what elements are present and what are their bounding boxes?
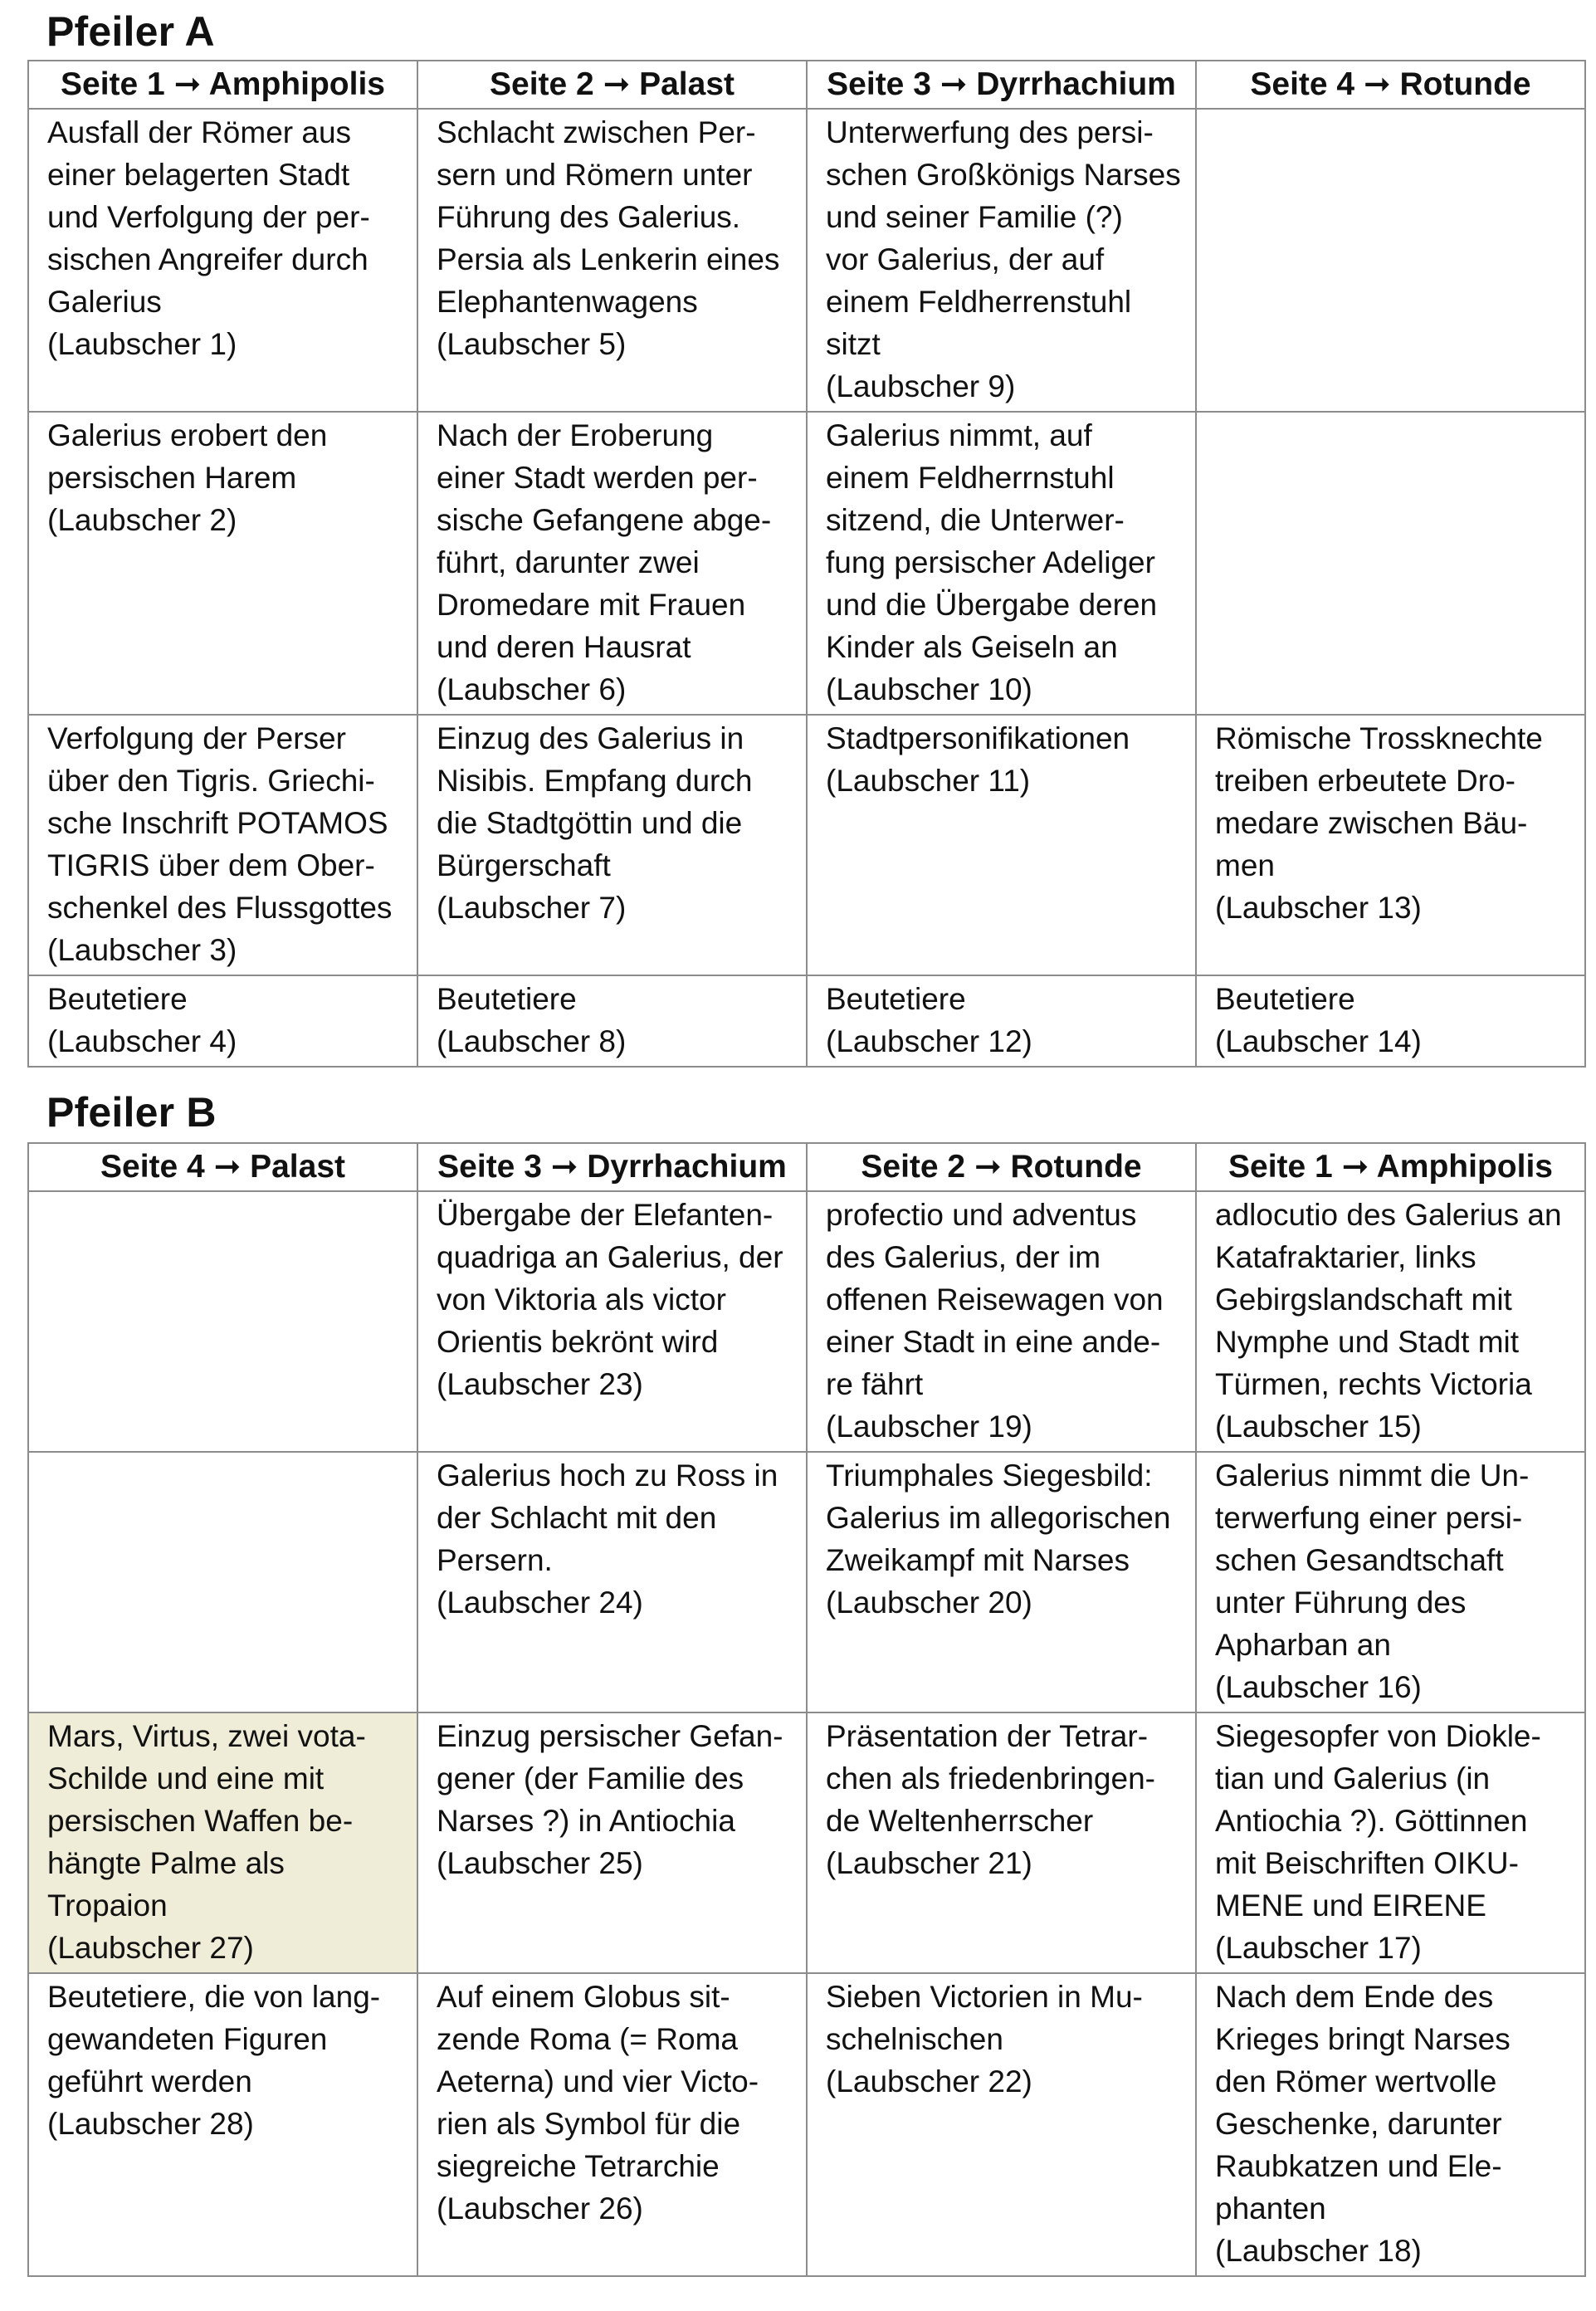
cell-line: terwerfung einer persi- bbox=[1215, 1501, 1523, 1535]
cell-line: sche Inschrift POTAMOS bbox=[47, 806, 388, 840]
cell-line: schenkel des Flussgottes bbox=[47, 891, 393, 925]
cell-line: Römische Trossknechte bbox=[1215, 721, 1543, 755]
cell-line: die Stadtgöttin und die bbox=[437, 806, 743, 840]
cell-line: TIGRIS über dem Ober- bbox=[47, 848, 375, 882]
table-cell bbox=[807, 1191, 1196, 1452]
cell-line: profectio und adventus bbox=[826, 1198, 1137, 1232]
cell-line: (Laubscher 19) bbox=[826, 1410, 1032, 1444]
cell-line: (Laubscher 1) bbox=[47, 327, 237, 361]
table-row bbox=[28, 1712, 1585, 1973]
cell-line: den Römer wertvolle bbox=[1215, 2064, 1497, 2098]
cell-line: (Laubscher 5) bbox=[437, 327, 627, 361]
cell-line: sitzt bbox=[826, 327, 881, 361]
table-cell bbox=[1196, 109, 1585, 412]
cell-line: fung persischer Adeliger bbox=[826, 545, 1155, 579]
cell-line: und die Übergabe deren bbox=[826, 588, 1158, 622]
cell-line: Nisibis. Empfang durch bbox=[437, 764, 753, 798]
cell-line: Nach der Eroberung bbox=[437, 418, 714, 452]
cell-line: (Laubscher 27) bbox=[47, 1931, 254, 1965]
table-cell bbox=[28, 109, 417, 412]
cell-line: (Laubscher 10) bbox=[826, 672, 1032, 706]
cell-line: offenen Reisewagen von bbox=[826, 1283, 1164, 1317]
cell-line: (Laubscher 28) bbox=[47, 2107, 254, 2141]
cell-line: mit Beischriften OIKU- bbox=[1215, 1846, 1519, 1880]
cell-line: sische Gefangene abge- bbox=[437, 503, 772, 537]
cell-line: Beutetiere, die von lang- bbox=[47, 1980, 381, 2014]
cell-line: (Laubscher 13) bbox=[1215, 891, 1422, 925]
cell-line: Unterwerfung des persi- bbox=[826, 115, 1154, 149]
cell-line: einem Feldherrenstuhl bbox=[826, 285, 1132, 319]
cell-line: (Laubscher 25) bbox=[437, 1846, 643, 1880]
cell-line: Persern. bbox=[437, 1543, 553, 1577]
cell-line: einer Stadt werden per- bbox=[437, 461, 758, 495]
cell-line: Galerius hoch zu Ross in bbox=[437, 1458, 778, 1493]
cell-line: Übergabe der Elefanten- bbox=[437, 1198, 774, 1232]
cell-line: Kinder als Geiseln an bbox=[826, 630, 1118, 664]
cell-line: von Viktoria als victor bbox=[437, 1283, 726, 1317]
column-header: Seite 3 ➞ Dyrrhachium bbox=[417, 1143, 807, 1191]
cell-line: hängte Palme als bbox=[47, 1846, 285, 1880]
cell-line: Verfolgung der Perser bbox=[47, 721, 346, 755]
table-row bbox=[28, 412, 1585, 715]
cell-line: einer Stadt in eine ande- bbox=[826, 1325, 1161, 1359]
cell-line: Auf einem Globus sit- bbox=[437, 1980, 730, 2014]
column-header: Seite 4 ➞ Palast bbox=[28, 1143, 417, 1191]
column-header: Seite 2 ➞ Palast bbox=[417, 61, 807, 109]
cell-line: schelnischen bbox=[826, 2022, 1003, 2056]
cell-line: Einzug persischer Gefan- bbox=[437, 1719, 783, 1753]
column-header: Seite 2 ➞ Rotunde bbox=[807, 1143, 1196, 1191]
cell-line: Galerius erobert den bbox=[47, 418, 328, 452]
table-cell bbox=[28, 975, 417, 1067]
cell-line: Narses ?) in Antiochia bbox=[437, 1804, 735, 1838]
table-cell bbox=[807, 715, 1196, 975]
cell-line: einer belagerten Stadt bbox=[47, 158, 350, 192]
table-cell bbox=[1196, 412, 1585, 715]
cell-line: gener (der Familie des bbox=[437, 1761, 744, 1796]
cell-line: über den Tigris. Griechi- bbox=[47, 764, 375, 798]
cell-line: phanten bbox=[1215, 2191, 1326, 2225]
table-cell bbox=[28, 715, 417, 975]
cell-line: MENE und EIRENE bbox=[1215, 1888, 1486, 1923]
column-header: Seite 1 ➞ Amphipolis bbox=[1196, 1143, 1585, 1191]
cell-line: (Laubscher 3) bbox=[47, 933, 237, 967]
cell-line: de Weltenherrscher bbox=[826, 1804, 1094, 1838]
cell-line: Sieben Victorien in Mu- bbox=[826, 1980, 1143, 2014]
cell-line: men bbox=[1215, 848, 1275, 882]
table-cell bbox=[807, 109, 1196, 412]
cell-line: chen als friedenbringen- bbox=[826, 1761, 1155, 1796]
cell-line: Ausfall der Römer aus bbox=[47, 115, 352, 149]
cell-line: Türmen, rechts Victoria bbox=[1215, 1367, 1532, 1401]
cell-line: (Laubscher 12) bbox=[826, 1024, 1032, 1058]
cell-line: (Laubscher 16) bbox=[1215, 1670, 1422, 1704]
cell-line: Triumphales Siegesbild: bbox=[826, 1458, 1153, 1493]
cell-line: Zweikampf mit Narses bbox=[826, 1543, 1130, 1577]
cell-line: vor Galerius, der auf bbox=[826, 242, 1105, 276]
cell-line: Galerius bbox=[47, 285, 162, 319]
cell-line: re fährt bbox=[826, 1367, 924, 1401]
cell-line: und Verfolgung der per- bbox=[47, 200, 370, 234]
cell-line: tian und Galerius (in bbox=[1215, 1761, 1491, 1796]
table-pfeiler-a bbox=[27, 60, 1586, 1068]
cell-line: schen Großkönigs Narses bbox=[826, 158, 1181, 192]
cell-line: Krieges bringt Narses bbox=[1215, 2022, 1511, 2056]
table-cell bbox=[417, 1973, 807, 2276]
cell-line: (Laubscher 18) bbox=[1215, 2234, 1422, 2268]
cell-line: (Laubscher 24) bbox=[437, 1585, 643, 1620]
cell-line: Aeterna) und vier Victo- bbox=[437, 2064, 759, 2098]
cell-line: (Laubscher 22) bbox=[826, 2064, 1032, 2098]
cell-line: medare zwischen Bäu- bbox=[1215, 806, 1528, 840]
table-cell bbox=[1196, 1452, 1585, 1712]
cell-line: (Laubscher 23) bbox=[437, 1367, 643, 1401]
table-cell bbox=[1196, 1191, 1585, 1452]
cell-line: (Laubscher 26) bbox=[437, 2191, 643, 2225]
cell-line: Einzug des Galerius in bbox=[437, 721, 744, 755]
cell-line: Apharban an bbox=[1215, 1628, 1391, 1662]
cell-line: adlocutio des Galerius an bbox=[1215, 1198, 1562, 1232]
cell-line: sern und Römern unter bbox=[437, 158, 753, 192]
cell-line: Katafraktarier, links bbox=[1215, 1240, 1476, 1274]
table-row bbox=[28, 109, 1585, 412]
cell-line: (Laubscher 7) bbox=[437, 891, 627, 925]
cell-line: (Laubscher 4) bbox=[47, 1024, 237, 1058]
cell-line: quadriga an Galerius, der bbox=[437, 1240, 783, 1274]
table-cell bbox=[417, 1191, 807, 1452]
cell-line: Siegesopfer von Diokle- bbox=[1215, 1719, 1541, 1753]
header-row bbox=[28, 1143, 1585, 1191]
table-cell bbox=[807, 1452, 1196, 1712]
cell-line: Stadtpersonifikationen bbox=[826, 721, 1130, 755]
cell-line: Dromedare mit Frauen bbox=[437, 588, 746, 622]
cell-line: rien als Symbol für die bbox=[437, 2107, 741, 2141]
cell-line: sitzend, die Unterwer- bbox=[826, 503, 1125, 537]
cell-line: Orientis bekrönt wird bbox=[437, 1325, 719, 1359]
cell-line: Präsentation der Tetrar- bbox=[826, 1719, 1149, 1753]
cell-line: Mars, Virtus, zwei vota- bbox=[47, 1719, 366, 1753]
table-cell bbox=[417, 109, 807, 412]
header-row bbox=[28, 61, 1585, 109]
cell-line: Galerius nimmt die Un- bbox=[1215, 1458, 1530, 1493]
cell-line: der Schlacht mit den bbox=[437, 1501, 717, 1535]
cell-line: gewandeten Figuren bbox=[47, 2022, 328, 2056]
table-cell bbox=[1196, 1712, 1585, 1973]
cell-line: führt, darunter zwei bbox=[437, 545, 700, 579]
table-row bbox=[28, 1191, 1585, 1452]
table-pfeiler-b bbox=[27, 1142, 1586, 2277]
table-cell bbox=[28, 1973, 417, 2276]
table-cell bbox=[807, 1712, 1196, 1973]
cell-line: (Laubscher 15) bbox=[1215, 1410, 1422, 1444]
cell-line: (Laubscher 2) bbox=[47, 503, 237, 537]
cell-line: schen Gesandtschaft bbox=[1215, 1543, 1504, 1577]
cell-line: Beutetiere bbox=[1215, 982, 1355, 1016]
table-row bbox=[28, 975, 1585, 1067]
table-cell bbox=[1196, 975, 1585, 1067]
cell-line: (Laubscher 8) bbox=[437, 1024, 627, 1058]
cell-line: Beutetiere bbox=[47, 982, 188, 1016]
cell-line: Beutetiere bbox=[437, 982, 577, 1016]
table-cell bbox=[417, 975, 807, 1067]
cell-line: Beutetiere bbox=[826, 982, 966, 1016]
table-cell-highlighted bbox=[28, 1712, 417, 1973]
table-cell bbox=[1196, 715, 1585, 975]
cell-line: (Laubscher 6) bbox=[437, 672, 627, 706]
cell-line: (Laubscher 20) bbox=[826, 1585, 1032, 1620]
cell-line: Antiochia ?). Göttinnen bbox=[1215, 1804, 1528, 1838]
table-cell bbox=[417, 412, 807, 715]
cell-line: Schlacht zwischen Per- bbox=[437, 115, 756, 149]
cell-line: persischen Waffen be- bbox=[47, 1804, 354, 1838]
cell-line: (Laubscher 21) bbox=[826, 1846, 1032, 1880]
cell-line: Führung des Galerius. bbox=[437, 200, 741, 234]
cell-line: Gebirgslandschaft mit bbox=[1215, 1283, 1512, 1317]
cell-line: (Laubscher 17) bbox=[1215, 1931, 1422, 1965]
cell-line: Persia als Lenkerin eines bbox=[437, 242, 780, 276]
table-cell bbox=[1196, 1973, 1585, 2276]
table-cell bbox=[417, 715, 807, 975]
table-row bbox=[28, 1973, 1585, 2276]
cell-line: Geschenke, darunter bbox=[1215, 2107, 1502, 2141]
table-row bbox=[28, 1452, 1585, 1712]
cell-line: treiben erbeutete Dro- bbox=[1215, 764, 1515, 798]
column-header: Seite 1 ➞ Amphipolis bbox=[28, 61, 417, 109]
section-title-pfeiler-b: Pfeiler B bbox=[46, 1089, 217, 1136]
cell-line: Bürgerschaft bbox=[437, 848, 611, 882]
table-cell bbox=[28, 1191, 417, 1452]
table-cell bbox=[807, 412, 1196, 715]
cell-line: Nymphe und Stadt mit bbox=[1215, 1325, 1520, 1359]
cell-line: sischen Angreifer durch bbox=[47, 242, 368, 276]
cell-line: geführt werden bbox=[47, 2064, 252, 2098]
cell-line: Galerius im allegorischen bbox=[826, 1501, 1171, 1535]
cell-line: siegreiche Tetrarchie bbox=[437, 2149, 720, 2183]
cell-line: Nach dem Ende des bbox=[1215, 1980, 1494, 2014]
cell-line: unter Führung des bbox=[1215, 1585, 1467, 1620]
cell-line: Raubkatzen und Ele- bbox=[1215, 2149, 1502, 2183]
cell-line: Galerius nimmt, auf bbox=[826, 418, 1092, 452]
section-title-pfeiler-a: Pfeiler A bbox=[46, 8, 215, 55]
table-cell bbox=[28, 1452, 417, 1712]
cell-line: einem Feldherrnstuhl bbox=[826, 461, 1115, 495]
cell-line: und seiner Familie (?) bbox=[826, 200, 1123, 234]
cell-line: Elephantenwagens bbox=[437, 285, 698, 319]
cell-line: (Laubscher 14) bbox=[1215, 1024, 1422, 1058]
cell-line: zende Roma (= Roma bbox=[437, 2022, 738, 2056]
column-header: Seite 4 ➞ Rotunde bbox=[1196, 61, 1585, 109]
table-cell bbox=[807, 1973, 1196, 2276]
table-cell bbox=[807, 975, 1196, 1067]
cell-line: und deren Hausrat bbox=[437, 630, 691, 664]
cell-line: persischen Harem bbox=[47, 461, 297, 495]
cell-line: Schilde und eine mit bbox=[47, 1761, 325, 1796]
table-cell bbox=[417, 1452, 807, 1712]
cell-line: Tropaion bbox=[47, 1888, 168, 1923]
cell-line: (Laubscher 11) bbox=[826, 764, 1031, 798]
table-cell bbox=[417, 1712, 807, 1973]
table-row bbox=[28, 715, 1585, 975]
column-header: Seite 3 ➞ Dyrrhachium bbox=[807, 61, 1196, 109]
cell-line: des Galerius, der im bbox=[826, 1240, 1101, 1274]
table-cell bbox=[28, 412, 417, 715]
cell-line: (Laubscher 9) bbox=[826, 369, 1016, 403]
